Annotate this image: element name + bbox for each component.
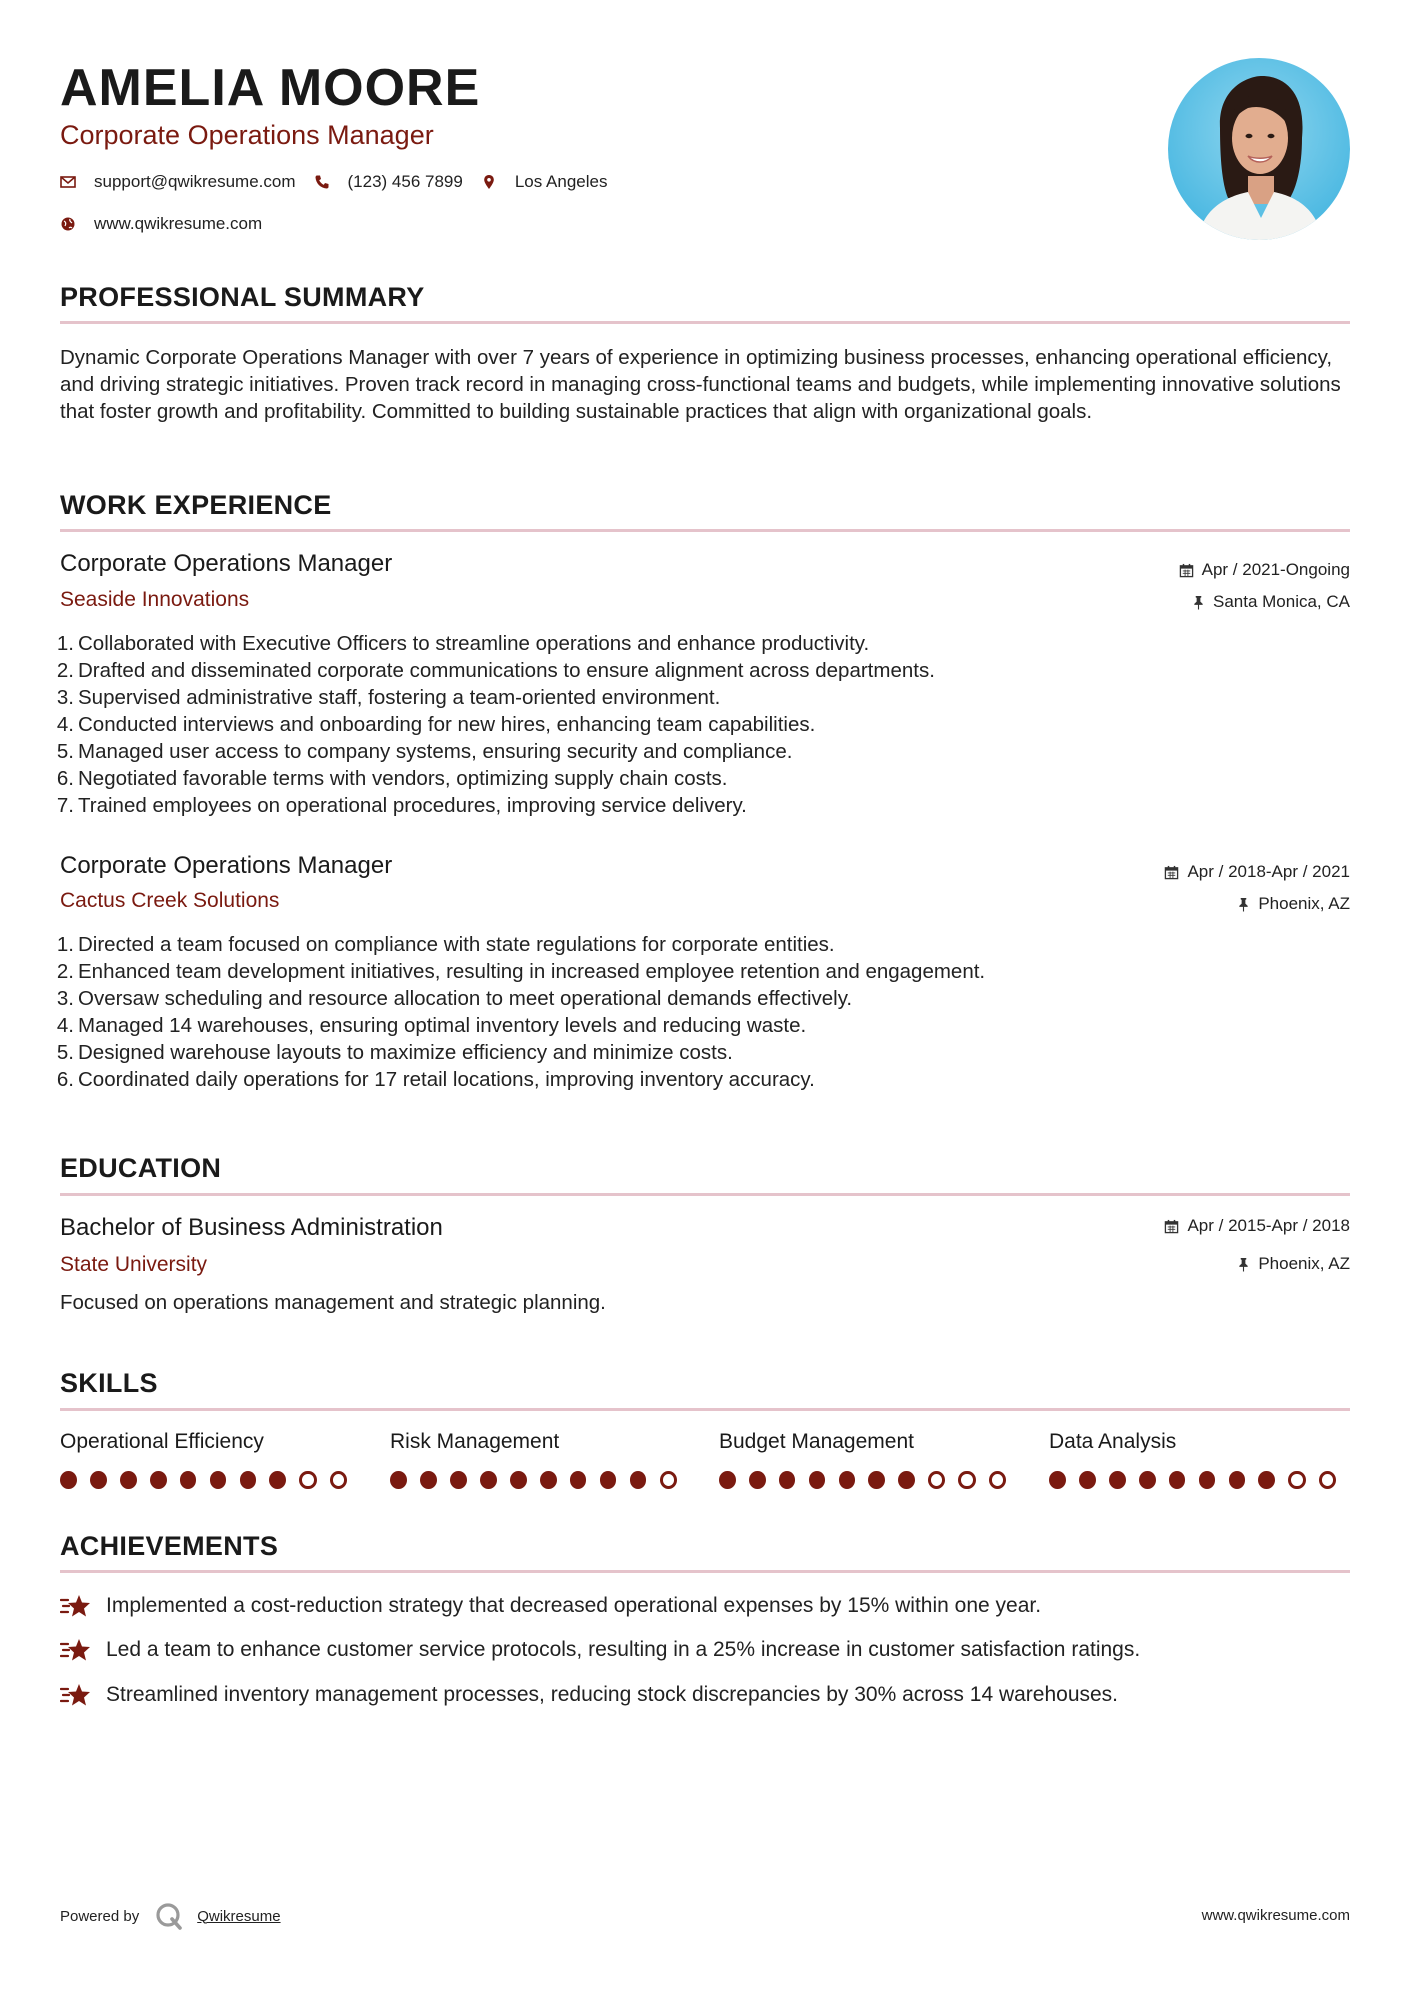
achievement-text: Streamlined inventory management processes, reducing stock discrepancies by 30% across 14 warehouses.: [106, 1683, 1119, 1706]
map-pin-icon: [481, 174, 497, 190]
list-item: 6. Negotiated favorable terms with vendors, optimizing supply chain costs.: [56, 767, 728, 790]
rating-dot-filled: [779, 1471, 796, 1489]
list-item: 2. Drafted and disseminated corporate communications to ensure alignment across departments.: [56, 659, 935, 682]
job-location: [1237, 894, 1350, 914]
list-item: 6. Coordinated daily operations for 17 retail locations, improving inventory accuracy.: [56, 1068, 815, 1091]
rating-dot-filled: [210, 1471, 227, 1489]
rating-dot-empty: [299, 1471, 316, 1489]
rating-dot-filled: [719, 1471, 736, 1489]
rating-dot-filled: [240, 1471, 257, 1489]
rating-dot-empty: [660, 1471, 677, 1489]
rating-dot-empty: [330, 1471, 347, 1489]
pushpin-icon: [1237, 1257, 1250, 1272]
summary-heading: PROFESSIONAL SUMMARY: [60, 282, 425, 312]
list-item: 5. Managed user access to company systems, ensuring security and compliance.: [56, 740, 793, 763]
rating-dot-filled: [1079, 1471, 1096, 1489]
rating-dot-filled: [1199, 1471, 1216, 1489]
rating-dot-filled: [450, 1471, 467, 1489]
calendar-icon: [1164, 865, 1179, 880]
job-location-text: Phoenix, AZ: [1258, 894, 1350, 913]
rating-dot-filled: [1258, 1471, 1275, 1489]
rating-dot-filled: [1139, 1471, 1156, 1489]
achievement-item: [60, 1592, 1041, 1620]
rating-dot-filled: [1049, 1471, 1066, 1489]
section-divider: [60, 529, 1350, 532]
rating-dot-filled: [1109, 1471, 1126, 1489]
job-location: [1192, 592, 1350, 612]
email-text: support@qwikresume.com: [94, 172, 296, 191]
skill-item: [719, 1430, 1019, 1489]
skill-name: Risk Management: [390, 1430, 560, 1453]
brand-link[interactable]: Qwikresume: [197, 1907, 281, 1925]
job-company: Seaside Innovations: [60, 588, 250, 611]
candidate-title: Corporate Operations Manager: [60, 120, 434, 150]
powered-by-label: Powered by: [60, 1907, 140, 1925]
job-title: Corporate Operations Manager: [60, 852, 393, 879]
profile-photo: [1168, 58, 1350, 240]
rating-dot-filled: [60, 1471, 77, 1489]
shooting-star-icon: [60, 1681, 92, 1709]
rating-dot-filled: [570, 1471, 587, 1489]
shooting-star-icon: [60, 1636, 92, 1664]
achievements-heading: ACHIEVEMENTS: [60, 1531, 279, 1561]
skill-rating: [719, 1471, 1019, 1489]
education-description: Focused on operations management and strategic planning.: [60, 1291, 606, 1314]
rating-dot-filled: [630, 1471, 647, 1489]
rating-dot-filled: [90, 1471, 107, 1489]
list-item: 1. Collaborated with Executive Officers to streamline operations and enhance productivity.: [56, 632, 870, 655]
rating-dot-filled: [390, 1471, 407, 1489]
calendar-icon: [1164, 1219, 1179, 1234]
qwikresume-logo-icon: [155, 1902, 183, 1930]
rating-dot-filled: [1169, 1471, 1186, 1489]
section-divider: [60, 1193, 1350, 1196]
education-school: State University: [60, 1253, 208, 1276]
achievement-text: Led a team to enhance customer service protocols, resulting in a 25% increase in customer satisfaction ratings.: [106, 1638, 1141, 1661]
section-divider: [60, 1408, 1350, 1411]
section-divider: [60, 1570, 1350, 1573]
achievement-item: [60, 1681, 1118, 1709]
list-item: 2. Enhanced team development initiatives, resulting in increased employee retention and engagement.: [56, 960, 986, 983]
job-location-text: Santa Monica, CA: [1212, 592, 1350, 611]
rating-dot-filled: [269, 1471, 286, 1489]
job-bullets: [56, 931, 1350, 1093]
rating-dot-filled: [480, 1471, 497, 1489]
footer-url[interactable]: www.qwikresume.com: [1201, 1907, 1350, 1924]
rating-dot-filled: [868, 1471, 885, 1489]
skill-item: [60, 1430, 360, 1489]
profile-photo-illustration: [1168, 58, 1350, 240]
rating-dot-empty: [989, 1471, 1006, 1489]
rating-dot-empty: [1288, 1471, 1305, 1489]
rating-dot-filled: [600, 1471, 617, 1489]
list-item: 3. Supervised administrative staff, fostering a team-oriented environment.: [56, 686, 721, 709]
shooting-star-icon: [60, 1592, 92, 1620]
skill-rating: [390, 1471, 690, 1489]
rating-dot-filled: [1229, 1471, 1246, 1489]
skill-item: [1049, 1430, 1349, 1489]
skill-name: Data Analysis: [1049, 1430, 1177, 1453]
rating-dot-filled: [839, 1471, 856, 1489]
job-bullets: [56, 630, 1350, 819]
achievement-item: [60, 1636, 1140, 1664]
rating-dot-filled: [540, 1471, 557, 1489]
education-location: [1237, 1254, 1350, 1274]
contact-email[interactable]: [60, 172, 296, 192]
list-item: 3. Oversaw scheduling and resource allocation to meet operational demands effectively.: [56, 987, 853, 1010]
skill-rating: [1049, 1471, 1349, 1489]
skill-rating: [60, 1471, 360, 1489]
globe-icon: [60, 216, 76, 232]
website-text: www.qwikresume.com: [94, 214, 263, 233]
rating-dot-empty: [928, 1471, 945, 1489]
skills-heading: SKILLS: [60, 1368, 158, 1398]
phone-icon: [314, 174, 330, 190]
candidate-name: AMELIA MOORE: [60, 59, 481, 117]
rating-dot-filled: [180, 1471, 197, 1489]
job-dates-text: Apr / 2018-Apr / 2021: [1187, 862, 1350, 881]
summary-text: Dynamic Corporate Operations Manager with over 7 years of experience in optimizing business processes, enhancing operational efficiency, and driving strategic initiatives. Proven track record in managing cross-functional teams and budgets, while implementing innovative solutions that foster growth and profitability. Committed to building sustainable practices that align with organizational goals.: [60, 346, 1341, 423]
job-dates: [1164, 862, 1350, 882]
calendar-icon: [1179, 563, 1194, 578]
rating-dot-filled: [150, 1471, 167, 1489]
education-degree: Bachelor of Business Administration: [60, 1214, 443, 1241]
education-dates: [1164, 1216, 1350, 1236]
contact-phone[interactable]: [314, 172, 463, 192]
list-item: 7. Trained employees on operational procedures, improving service delivery.: [56, 794, 747, 817]
achievement-text: Implemented a cost-reduction strategy that decreased operational expenses by 15% within one year.: [106, 1594, 1042, 1617]
list-item: 1. Directed a team focused on compliance with state regulations for corporate entities.: [56, 933, 835, 956]
phone-text: (123) 456 7899: [347, 172, 463, 191]
list-item: 5. Designed warehouse layouts to maximize efficiency and minimize costs.: [56, 1041, 733, 1064]
location-text: Los Angeles: [514, 172, 608, 191]
rating-dot-filled: [898, 1471, 915, 1489]
job-dates: [1179, 560, 1350, 580]
rating-dot-filled: [749, 1471, 766, 1489]
rating-dot-filled: [420, 1471, 437, 1489]
skill-item: [390, 1430, 690, 1489]
job-title: Corporate Operations Manager: [60, 550, 393, 577]
contact-row: [60, 172, 625, 192]
list-item: 4. Managed 14 warehouses, ensuring optimal inventory levels and reducing waste.: [56, 1014, 807, 1037]
education-heading: EDUCATION: [60, 1153, 222, 1183]
education-location-text: Phoenix, AZ: [1258, 1254, 1350, 1273]
section-divider: [60, 321, 1350, 324]
pushpin-icon: [1237, 897, 1250, 912]
rating-dot-empty: [1319, 1471, 1336, 1489]
contact-row-website: [60, 214, 280, 234]
job-company: Cactus Creek Solutions: [60, 889, 280, 912]
experience-heading: WORK EXPERIENCE: [60, 490, 332, 520]
contact-location: [481, 172, 608, 192]
rating-dot-empty: [958, 1471, 975, 1489]
pushpin-icon: [1192, 595, 1205, 610]
job-dates-text: Apr / 2021-Ongoing: [1201, 560, 1350, 579]
rating-dot-filled: [510, 1471, 527, 1489]
rating-dot-filled: [120, 1471, 137, 1489]
contact-website[interactable]: [60, 214, 262, 234]
envelope-icon: [60, 174, 76, 190]
skill-name: Budget Management: [719, 1430, 914, 1453]
rating-dot-filled: [809, 1471, 826, 1489]
skill-name: Operational Efficiency: [60, 1430, 264, 1453]
list-item: 4. Conducted interviews and onboarding for new hires, enhancing team capabilities.: [56, 713, 816, 736]
footer-powered-by: [60, 1902, 281, 1930]
education-dates-text: Apr / 2015-Apr / 2018: [1187, 1216, 1350, 1235]
